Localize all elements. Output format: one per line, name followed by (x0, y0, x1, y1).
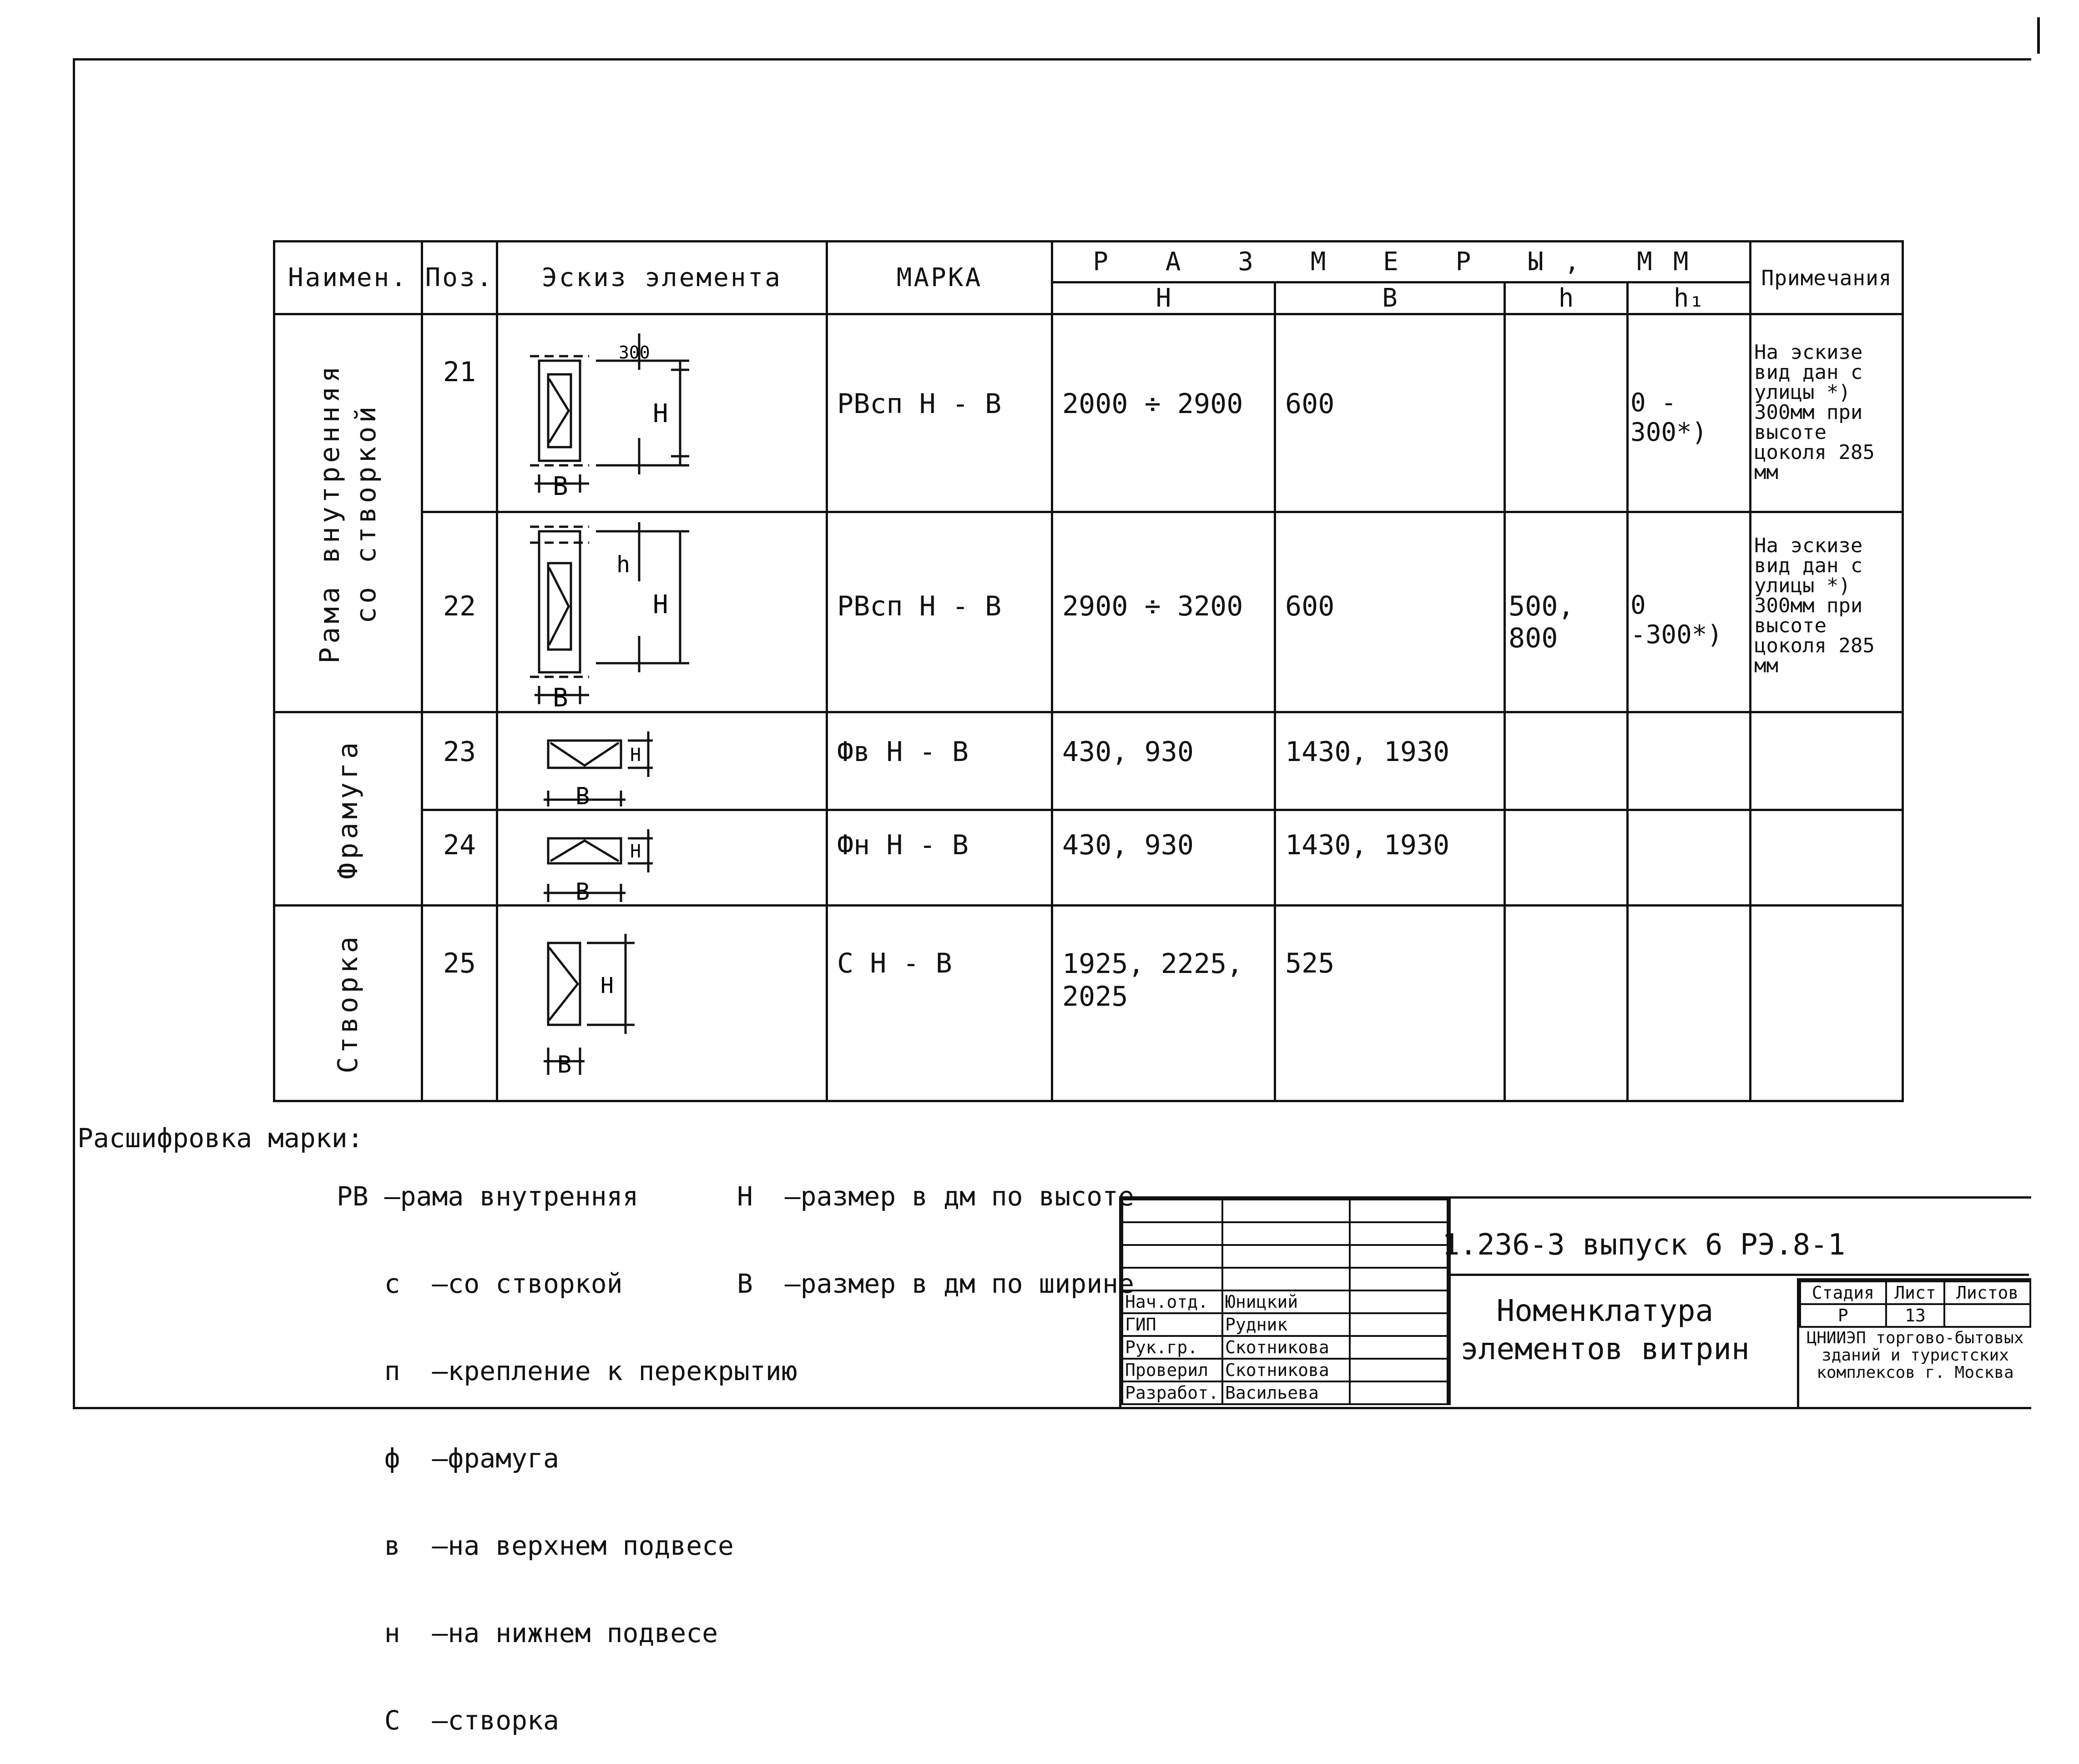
header-mark: МАРКА (827, 242, 1052, 314)
header-sizes (1052, 242, 1751, 282)
sketch-label-B: В (575, 878, 590, 904)
sketch-22-drawing (498, 513, 826, 709)
row-note (1751, 810, 1903, 906)
row-note (1751, 906, 1903, 1101)
sketch-label-H: Н (600, 973, 614, 998)
header-B: В (1275, 282, 1505, 314)
sketch-label-B: В (575, 783, 590, 809)
document-code: 1.236-3 выпуск 6 РЭ.8-1 (1442, 1228, 1846, 1262)
legend-list-2 (737, 1124, 1134, 1327)
group-frame-with-sash (274, 314, 422, 712)
sheet-info-table (1799, 1280, 2031, 1328)
sketch-transom-23 (497, 712, 827, 810)
role: Проверил (1122, 1359, 1222, 1381)
group-label: Створка (332, 933, 364, 1074)
legend-item: Н —размер в дм по высоте (737, 1181, 1134, 1212)
document-title-line: элементов витрин (1460, 1331, 1750, 1366)
sketch-label-B: В (553, 472, 568, 501)
role: Разработ. (1122, 1381, 1222, 1404)
row-pos: 24 (422, 810, 497, 906)
sheet-value: 13 (1886, 1304, 1944, 1327)
stage-label: Стадия (1800, 1281, 1886, 1304)
organization-box (1797, 1278, 2031, 1407)
row-note (1751, 712, 1903, 810)
header-name: Наимен. (274, 242, 422, 314)
row-B: 1430, 1930 (1275, 810, 1505, 906)
sketch-25-drawing (498, 907, 826, 1098)
signer-name: Васильева (1222, 1381, 1350, 1404)
role: Нач.отд. (1122, 1290, 1222, 1313)
header-h1: h₁ (1628, 282, 1751, 314)
signer-name: Скотникова (1222, 1359, 1350, 1381)
signature (1350, 1381, 1450, 1404)
row-H: 430, 930 (1052, 712, 1275, 810)
role: ГИП (1122, 1313, 1222, 1336)
sketch-23-drawing (498, 713, 826, 809)
sheets-label: Листов (1944, 1281, 2030, 1304)
document-title (1460, 1292, 1750, 1368)
header-notes: Примечания (1751, 242, 1903, 314)
sketch-label-H: Н (630, 841, 641, 862)
signer-name: Юницкий (1222, 1290, 1350, 1313)
row-H: 430, 930 (1052, 810, 1275, 906)
signatures-table (1121, 1199, 1451, 1405)
document-title-line: Номенклатура (1496, 1293, 1714, 1328)
sketch-label-300: 300 (619, 343, 650, 363)
signature (1350, 1336, 1450, 1359)
corner-tick (2037, 17, 2040, 54)
legend-item: С —створка (337, 1705, 559, 1736)
row-h (1505, 906, 1628, 1101)
legend-item: н —на нижнем подвесе (337, 1618, 718, 1648)
sketch-label-H: Н (630, 745, 641, 766)
row-pos: 25 (422, 906, 497, 1101)
sheet-label: Лист (1886, 1281, 1944, 1304)
sketch-frame-22 (497, 512, 827, 712)
row-pos: 22 (422, 512, 497, 712)
sketch-sash-25 (497, 906, 827, 1101)
row-pos: 23 (422, 712, 497, 810)
row-h (1505, 712, 1628, 810)
legend-list (337, 1124, 797, 1764)
organization-name: ЦНИИЭП торгово-бытовых зданий и туристских комплексов г. Москва (1807, 1329, 2024, 1382)
row-B: 1430, 1930 (1275, 712, 1505, 810)
row-H: 2900 ÷ 3200 (1052, 512, 1275, 712)
row-H: 2000 ÷ 2900 (1052, 314, 1275, 512)
row-h (1505, 314, 1628, 512)
row-B: 525 (1275, 906, 1505, 1101)
row-mark: РВсп Н - В (827, 314, 1052, 512)
stage-value: Р (1800, 1304, 1886, 1327)
legend-item: В —размер в дм по ширине (737, 1268, 1134, 1299)
signature (1350, 1313, 1450, 1336)
header-H: Н (1052, 282, 1275, 314)
group-sash (274, 906, 422, 1101)
legend-item: РВ —рама внутренняя (337, 1181, 639, 1212)
row-pos: 21 (422, 314, 497, 512)
row-B: 600 (1275, 314, 1505, 512)
legend-item: ф —фрамуга (337, 1443, 559, 1474)
legend-item: в —на верхнем подвесе (337, 1530, 734, 1561)
row-h1 (1628, 906, 1751, 1101)
row-h1 (1628, 712, 1751, 810)
sketch-label-H: Н (653, 590, 668, 620)
header-h: h (1505, 282, 1628, 314)
row-h (1505, 810, 1628, 906)
row-mark: С Н - В (827, 906, 1052, 1101)
sketch-frame-21 (497, 314, 827, 512)
row-h1 (1628, 810, 1751, 906)
legend-item: п —крепление к перекрытию (337, 1356, 797, 1386)
sketch-label-h: h (616, 551, 631, 578)
signer-name: Скотникова (1222, 1336, 1350, 1359)
row-mark: Фн Н - В (827, 810, 1052, 906)
sketch-transom-24 (497, 810, 827, 906)
nomenclature-table (273, 240, 1904, 1102)
group-label: Фрамуга (332, 738, 364, 879)
header-sketch: Эскиз элемента (497, 242, 827, 314)
row-mark: Фв Н - В (827, 712, 1052, 810)
signature (1350, 1290, 1450, 1313)
role: Рук.гр. (1122, 1336, 1222, 1359)
row-h1: 0 - 300*) (1628, 314, 1751, 512)
sketch-label-B: В (553, 683, 568, 709)
legend-item: с —со створкой (337, 1268, 623, 1299)
signer-name: Рудник (1222, 1313, 1350, 1336)
stamp-divider (1447, 1196, 1449, 1405)
header-sizes-text: Р А З М Е Р Ы, ММ (1093, 247, 1710, 277)
stamp-divider (1447, 1274, 2029, 1276)
legend-title: Расшифровка марки: (77, 1123, 363, 1154)
group-label: Рама внутренняя со створкой (314, 363, 382, 664)
row-h: 500, 800 (1505, 512, 1628, 712)
row-B: 600 (1275, 512, 1505, 712)
sketch-label-B: В (557, 1051, 572, 1079)
header-pos: Поз. (422, 242, 497, 314)
row-mark: РВсп Н - В (827, 512, 1052, 712)
group-transom (274, 712, 422, 906)
signature (1350, 1359, 1450, 1381)
row-note: На эскизе вид дан с улицы *) 300мм при высоте цоколя 285 мм (1751, 512, 1903, 712)
sketch-label-H: Н (653, 399, 668, 428)
sketch-24-drawing (498, 811, 826, 904)
row-note: На эскизе вид дан с улицы *) 300мм при высоте цоколя 285 мм (1751, 314, 1903, 512)
row-h1: 0 -300*) (1628, 512, 1751, 712)
sketch-21-drawing (498, 315, 826, 506)
row-H: 1925, 2225, 2025 (1052, 906, 1275, 1101)
